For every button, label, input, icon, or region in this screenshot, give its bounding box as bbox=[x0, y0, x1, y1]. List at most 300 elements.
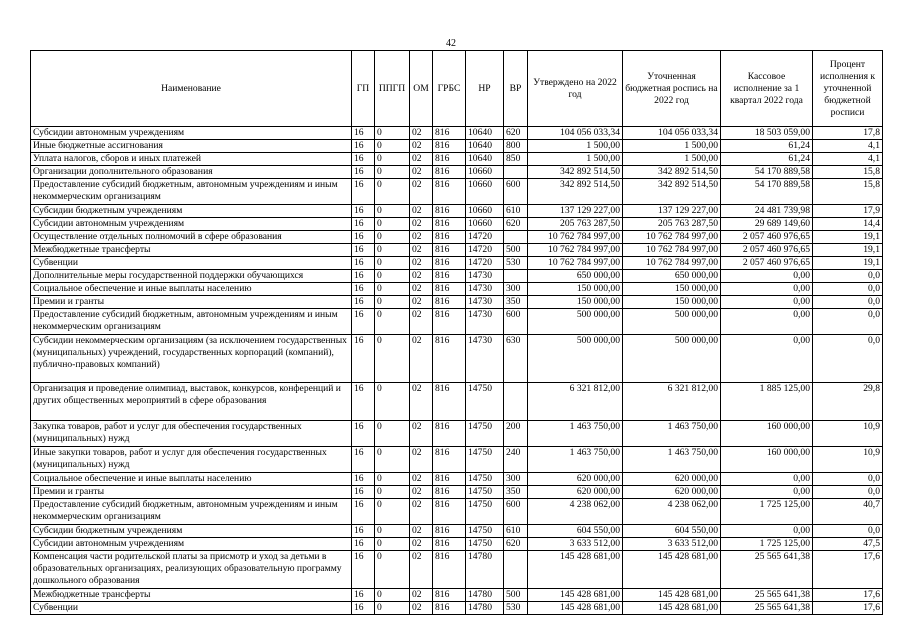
cell-om: 02 bbox=[410, 231, 433, 244]
cell-gp: 16 bbox=[352, 179, 375, 205]
table-row bbox=[31, 589, 883, 602]
cell-ppgp: 0 bbox=[375, 296, 410, 309]
cell-nr: 14730 bbox=[466, 335, 504, 383]
cell-refined: 150 000,00 bbox=[623, 296, 721, 309]
cell-nr: 14750 bbox=[466, 525, 504, 538]
cell-refined: 650 000,00 bbox=[623, 270, 721, 283]
cell-cash: 25 565 641,38 bbox=[721, 551, 813, 589]
cell-grbs: 816 bbox=[433, 335, 466, 383]
cell-cash: 0,00 bbox=[721, 270, 813, 283]
cell-ppgp: 0 bbox=[375, 421, 410, 447]
cell-refined: 6 321 812,00 bbox=[623, 383, 721, 421]
page-number: 42 bbox=[446, 38, 456, 49]
cell-om: 02 bbox=[410, 205, 433, 218]
cell-ppgp: 0 bbox=[375, 335, 410, 383]
cell-gp: 16 bbox=[352, 257, 375, 270]
cell-gp: 16 bbox=[352, 602, 375, 615]
cell-cash: 24 481 739,98 bbox=[721, 205, 813, 218]
cell-refined: 145 428 681,00 bbox=[623, 589, 721, 602]
cell-vr: 620 bbox=[504, 218, 528, 231]
cell-cash: 0,00 bbox=[721, 486, 813, 499]
table-row bbox=[31, 179, 883, 205]
cell-vr: 610 bbox=[504, 525, 528, 538]
cell-nr: 14720 bbox=[466, 231, 504, 244]
cell-percent: 29,8 bbox=[813, 383, 883, 421]
cell-name: Субсидии бюджетным учреждениям bbox=[31, 205, 352, 218]
cell-grbs: 816 bbox=[433, 205, 466, 218]
cell-refined: 1 500,00 bbox=[623, 140, 721, 153]
column-header-vr: ВР bbox=[504, 51, 528, 127]
cell-om: 02 bbox=[410, 166, 433, 179]
cell-grbs: 816 bbox=[433, 218, 466, 231]
cell-vr bbox=[504, 166, 528, 179]
cell-percent: 14,4 bbox=[813, 218, 883, 231]
table-row bbox=[31, 218, 883, 231]
table-row bbox=[31, 166, 883, 179]
cell-nr: 14750 bbox=[466, 499, 504, 525]
cell-approved: 4 238 062,00 bbox=[528, 499, 623, 525]
cell-om: 02 bbox=[410, 602, 433, 615]
cell-cash: 25 565 641,38 bbox=[721, 602, 813, 615]
cell-grbs: 816 bbox=[433, 421, 466, 447]
cell-vr: 500 bbox=[504, 244, 528, 257]
table-row bbox=[31, 486, 883, 499]
cell-name: Социальное обеспечение и иные выплаты населению bbox=[31, 283, 352, 296]
cell-nr: 14750 bbox=[466, 538, 504, 551]
cell-name: Субсидии автономным учреждениям bbox=[31, 538, 352, 551]
cell-cash: 1 725 125,00 bbox=[721, 499, 813, 525]
cell-name: Предоставление субсидий бюджетным, автономным учреждениям и иным некоммерческим организациям bbox=[31, 179, 352, 205]
cell-percent: 15,8 bbox=[813, 166, 883, 179]
cell-gp: 16 bbox=[352, 421, 375, 447]
cell-approved: 604 550,00 bbox=[528, 525, 623, 538]
cell-refined: 500 000,00 bbox=[623, 309, 721, 335]
cell-refined: 145 428 681,00 bbox=[623, 602, 721, 615]
cell-grbs: 816 bbox=[433, 127, 466, 140]
cell-percent: 0,0 bbox=[813, 473, 883, 486]
cell-gp: 16 bbox=[352, 283, 375, 296]
table-row bbox=[31, 538, 883, 551]
cell-grbs: 816 bbox=[433, 499, 466, 525]
cell-gp: 16 bbox=[352, 205, 375, 218]
cell-name: Организации дополнительного образования bbox=[31, 166, 352, 179]
cell-grbs: 816 bbox=[433, 473, 466, 486]
cell-percent: 0,0 bbox=[813, 486, 883, 499]
cell-refined: 1 463 750,00 bbox=[623, 447, 721, 473]
cell-nr: 14780 bbox=[466, 602, 504, 615]
cell-nr: 14750 bbox=[466, 447, 504, 473]
column-header-percent: Процент исполнения к уточненной бюджетной росписи bbox=[813, 51, 883, 127]
cell-percent: 17,6 bbox=[813, 602, 883, 615]
cell-gp: 16 bbox=[352, 296, 375, 309]
cell-approved: 145 428 681,00 bbox=[528, 589, 623, 602]
cell-ppgp: 0 bbox=[375, 283, 410, 296]
cell-refined: 1 463 750,00 bbox=[623, 421, 721, 447]
cell-nr: 10660 bbox=[466, 166, 504, 179]
cell-percent: 19,1 bbox=[813, 231, 883, 244]
cell-nr: 10640 bbox=[466, 127, 504, 140]
cell-cash: 0,00 bbox=[721, 283, 813, 296]
cell-percent: 17,8 bbox=[813, 127, 883, 140]
cell-cash: 0,00 bbox=[721, 309, 813, 335]
cell-percent: 15,8 bbox=[813, 179, 883, 205]
cell-grbs: 816 bbox=[433, 551, 466, 589]
table-row bbox=[31, 205, 883, 218]
cell-approved: 137 129 227,00 bbox=[528, 205, 623, 218]
cell-vr bbox=[504, 231, 528, 244]
cell-percent: 4,1 bbox=[813, 140, 883, 153]
cell-name: Премии и гранты bbox=[31, 486, 352, 499]
cell-approved: 10 762 784 997,00 bbox=[528, 231, 623, 244]
cell-refined: 150 000,00 bbox=[623, 283, 721, 296]
cell-nr: 14720 bbox=[466, 244, 504, 257]
cell-cash: 2 057 460 976,65 bbox=[721, 231, 813, 244]
cell-percent: 0,0 bbox=[813, 335, 883, 383]
table-row bbox=[31, 283, 883, 296]
cell-om: 02 bbox=[410, 153, 433, 166]
column-header-grbs: ГРБС bbox=[433, 51, 466, 127]
cell-vr: 530 bbox=[504, 257, 528, 270]
cell-ppgp: 0 bbox=[375, 589, 410, 602]
cell-grbs: 816 bbox=[433, 166, 466, 179]
cell-percent: 17,6 bbox=[813, 589, 883, 602]
cell-grbs: 816 bbox=[433, 538, 466, 551]
cell-name: Организация и проведение олимпиад, выставок, конкурсов, конференций и других общественных мероприятий в сфере образования bbox=[31, 383, 352, 421]
cell-grbs: 816 bbox=[433, 486, 466, 499]
table-row bbox=[31, 270, 883, 283]
cell-refined: 1 500,00 bbox=[623, 153, 721, 166]
cell-nr: 10660 bbox=[466, 205, 504, 218]
cell-vr: 850 bbox=[504, 153, 528, 166]
cell-vr: 600 bbox=[504, 179, 528, 205]
cell-om: 02 bbox=[410, 283, 433, 296]
cell-om: 02 bbox=[410, 538, 433, 551]
cell-approved: 3 633 512,00 bbox=[528, 538, 623, 551]
cell-gp: 16 bbox=[352, 551, 375, 589]
cell-approved: 500 000,00 bbox=[528, 309, 623, 335]
cell-percent: 10,9 bbox=[813, 421, 883, 447]
cell-vr: 200 bbox=[504, 421, 528, 447]
cell-approved: 150 000,00 bbox=[528, 283, 623, 296]
cell-name: Межбюджетные трансферты bbox=[31, 589, 352, 602]
cell-gp: 16 bbox=[352, 127, 375, 140]
cell-om: 02 bbox=[410, 499, 433, 525]
cell-name: Дополнительные меры государственной поддержки обучающихся bbox=[31, 270, 352, 283]
cell-gp: 16 bbox=[352, 335, 375, 383]
cell-percent: 19,1 bbox=[813, 244, 883, 257]
cell-approved: 150 000,00 bbox=[528, 296, 623, 309]
cell-ppgp: 0 bbox=[375, 486, 410, 499]
cell-grbs: 816 bbox=[433, 153, 466, 166]
cell-percent: 0,0 bbox=[813, 296, 883, 309]
cell-cash: 54 170 889,58 bbox=[721, 179, 813, 205]
cell-nr: 14730 bbox=[466, 296, 504, 309]
cell-om: 02 bbox=[410, 551, 433, 589]
cell-vr bbox=[504, 383, 528, 421]
cell-percent: 17,9 bbox=[813, 205, 883, 218]
cell-vr bbox=[504, 270, 528, 283]
cell-refined: 604 550,00 bbox=[623, 525, 721, 538]
cell-vr bbox=[504, 551, 528, 589]
table-row bbox=[31, 140, 883, 153]
table-row bbox=[31, 244, 883, 257]
cell-om: 02 bbox=[410, 179, 433, 205]
cell-approved: 500 000,00 bbox=[528, 335, 623, 383]
cell-cash: 61,24 bbox=[721, 140, 813, 153]
cell-refined: 10 762 784 997,00 bbox=[623, 244, 721, 257]
cell-vr: 300 bbox=[504, 473, 528, 486]
cell-approved: 10 762 784 997,00 bbox=[528, 244, 623, 257]
cell-vr: 620 bbox=[504, 538, 528, 551]
cell-vr: 630 bbox=[504, 335, 528, 383]
cell-grbs: 816 bbox=[433, 525, 466, 538]
cell-om: 02 bbox=[410, 127, 433, 140]
cell-om: 02 bbox=[410, 589, 433, 602]
cell-name: Иные бюджетные ассигнования bbox=[31, 140, 352, 153]
cell-name: Премии и гранты bbox=[31, 296, 352, 309]
cell-ppgp: 0 bbox=[375, 538, 410, 551]
cell-refined: 3 633 512,00 bbox=[623, 538, 721, 551]
cell-name: Субсидии автономным учреждениям bbox=[31, 127, 352, 140]
table-row bbox=[31, 153, 883, 166]
cell-approved: 620 000,00 bbox=[528, 473, 623, 486]
cell-name: Субвенции bbox=[31, 257, 352, 270]
column-header-nr: НР bbox=[466, 51, 504, 127]
cell-gp: 16 bbox=[352, 231, 375, 244]
cell-ppgp: 0 bbox=[375, 257, 410, 270]
cell-grbs: 816 bbox=[433, 383, 466, 421]
cell-vr: 350 bbox=[504, 296, 528, 309]
cell-om: 02 bbox=[410, 421, 433, 447]
cell-grbs: 816 bbox=[433, 602, 466, 615]
cell-gp: 16 bbox=[352, 538, 375, 551]
table-row bbox=[31, 525, 883, 538]
cell-name: Субсидии автономным учреждениям bbox=[31, 218, 352, 231]
cell-ppgp: 0 bbox=[375, 602, 410, 615]
cell-gp: 16 bbox=[352, 218, 375, 231]
table-row bbox=[31, 602, 883, 615]
table-row bbox=[31, 421, 883, 447]
cell-grbs: 816 bbox=[433, 283, 466, 296]
table-row bbox=[31, 127, 883, 140]
cell-cash: 54 170 889,58 bbox=[721, 166, 813, 179]
cell-vr: 800 bbox=[504, 140, 528, 153]
column-header-gp: ГП bbox=[352, 51, 375, 127]
cell-percent: 19,1 bbox=[813, 257, 883, 270]
cell-refined: 620 000,00 bbox=[623, 473, 721, 486]
cell-refined: 4 238 062,00 bbox=[623, 499, 721, 525]
cell-name: Осуществление отдельных полномочий в сфере образования bbox=[31, 231, 352, 244]
cell-cash: 1 885 125,00 bbox=[721, 383, 813, 421]
cell-om: 02 bbox=[410, 257, 433, 270]
cell-grbs: 816 bbox=[433, 309, 466, 335]
cell-name: Межбюджетные трансферты bbox=[31, 244, 352, 257]
column-header-refined: Уточненная бюджетная роспись на 2022 год bbox=[623, 51, 721, 127]
cell-nr: 14750 bbox=[466, 421, 504, 447]
cell-cash: 0,00 bbox=[721, 335, 813, 383]
table-row bbox=[31, 231, 883, 244]
cell-grbs: 816 bbox=[433, 231, 466, 244]
cell-name: Субсидии некоммерческим организациям (за исключением государственных (муниципальных) учреждений, государственных корпораций (компаний), публично-правовых компаний) bbox=[31, 335, 352, 383]
cell-nr: 10660 bbox=[466, 179, 504, 205]
cell-approved: 104 056 033,34 bbox=[528, 127, 623, 140]
cell-approved: 10 762 784 997,00 bbox=[528, 257, 623, 270]
cell-percent: 0,0 bbox=[813, 270, 883, 283]
cell-name: Компенсация части родительской платы за присмотр и уход за детьми в образовательных организациях, реализующих образовательную программу дошкольного образования bbox=[31, 551, 352, 589]
cell-ppgp: 0 bbox=[375, 309, 410, 335]
cell-gp: 16 bbox=[352, 589, 375, 602]
cell-ppgp: 0 bbox=[375, 447, 410, 473]
cell-grbs: 816 bbox=[433, 447, 466, 473]
table-row bbox=[31, 447, 883, 473]
cell-ppgp: 0 bbox=[375, 205, 410, 218]
cell-grbs: 816 bbox=[433, 257, 466, 270]
cell-name: Предоставление субсидий бюджетным, автономным учреждениям и иным некоммерческим организациям bbox=[31, 499, 352, 525]
cell-ppgp: 0 bbox=[375, 166, 410, 179]
cell-nr: 10660 bbox=[466, 218, 504, 231]
cell-approved: 145 428 681,00 bbox=[528, 551, 623, 589]
cell-name: Социальное обеспечение и иные выплаты населению bbox=[31, 473, 352, 486]
cell-approved: 620 000,00 bbox=[528, 486, 623, 499]
cell-ppgp: 0 bbox=[375, 140, 410, 153]
cell-approved: 1 500,00 bbox=[528, 140, 623, 153]
cell-gp: 16 bbox=[352, 486, 375, 499]
cell-cash: 61,24 bbox=[721, 153, 813, 166]
cell-approved: 145 428 681,00 bbox=[528, 602, 623, 615]
cell-gp: 16 bbox=[352, 525, 375, 538]
cell-cash: 25 565 641,38 bbox=[721, 589, 813, 602]
table-row bbox=[31, 257, 883, 270]
cell-refined: 10 762 784 997,00 bbox=[623, 231, 721, 244]
table-row bbox=[31, 335, 883, 383]
cell-nr: 14750 bbox=[466, 473, 504, 486]
cell-ppgp: 0 bbox=[375, 179, 410, 205]
cell-grbs: 816 bbox=[433, 179, 466, 205]
cell-om: 02 bbox=[410, 383, 433, 421]
column-header-om: ОМ bbox=[410, 51, 433, 127]
cell-gp: 16 bbox=[352, 140, 375, 153]
column-header-ppgp: ППГП bbox=[375, 51, 410, 127]
cell-nr: 14730 bbox=[466, 270, 504, 283]
cell-approved: 205 763 287,50 bbox=[528, 218, 623, 231]
cell-om: 02 bbox=[410, 309, 433, 335]
cell-grbs: 816 bbox=[433, 140, 466, 153]
budget-table bbox=[30, 50, 883, 615]
cell-om: 02 bbox=[410, 270, 433, 283]
cell-om: 02 bbox=[410, 473, 433, 486]
cell-cash: 29 689 149,60 bbox=[721, 218, 813, 231]
cell-name: Иные закупки товаров, работ и услуг для обеспечения государственных (муниципальных) нужд bbox=[31, 447, 352, 473]
cell-refined: 342 892 514,50 bbox=[623, 166, 721, 179]
column-header-name: Наименование bbox=[31, 51, 352, 127]
cell-gp: 16 bbox=[352, 473, 375, 486]
cell-refined: 205 763 287,50 bbox=[623, 218, 721, 231]
cell-gp: 16 bbox=[352, 270, 375, 283]
cell-approved: 650 000,00 bbox=[528, 270, 623, 283]
cell-name: Закупка товаров, работ и услуг для обеспечения государственных (муниципальных) нужд bbox=[31, 421, 352, 447]
table-row bbox=[31, 296, 883, 309]
table-row bbox=[31, 383, 883, 421]
table-row bbox=[31, 551, 883, 589]
cell-cash: 2 057 460 976,65 bbox=[721, 257, 813, 270]
cell-refined: 137 129 227,00 bbox=[623, 205, 721, 218]
cell-ppgp: 0 bbox=[375, 244, 410, 257]
cell-approved: 1 500,00 bbox=[528, 153, 623, 166]
cell-gp: 16 bbox=[352, 166, 375, 179]
cell-gp: 16 bbox=[352, 309, 375, 335]
cell-approved: 1 463 750,00 bbox=[528, 421, 623, 447]
cell-name: Субсидии бюджетным учреждениям bbox=[31, 525, 352, 538]
cell-vr: 530 bbox=[504, 602, 528, 615]
cell-percent: 10,9 bbox=[813, 447, 883, 473]
cell-cash: 0,00 bbox=[721, 296, 813, 309]
cell-om: 02 bbox=[410, 244, 433, 257]
cell-gp: 16 bbox=[352, 383, 375, 421]
cell-approved: 342 892 514,50 bbox=[528, 166, 623, 179]
cell-nr: 10640 bbox=[466, 153, 504, 166]
cell-ppgp: 0 bbox=[375, 270, 410, 283]
cell-name: Предоставление субсидий бюджетным, автономным учреждениям и иным некоммерческим организациям bbox=[31, 309, 352, 335]
cell-ppgp: 0 bbox=[375, 153, 410, 166]
cell-gp: 16 bbox=[352, 244, 375, 257]
cell-om: 02 bbox=[410, 218, 433, 231]
cell-ppgp: 0 bbox=[375, 127, 410, 140]
cell-vr: 350 bbox=[504, 486, 528, 499]
table-header-row bbox=[31, 51, 883, 127]
cell-ppgp: 0 bbox=[375, 231, 410, 244]
cell-percent: 4,1 bbox=[813, 153, 883, 166]
cell-nr: 14750 bbox=[466, 383, 504, 421]
cell-nr: 10640 bbox=[466, 140, 504, 153]
cell-cash: 1 725 125,00 bbox=[721, 538, 813, 551]
cell-vr: 610 bbox=[504, 205, 528, 218]
cell-refined: 620 000,00 bbox=[623, 486, 721, 499]
cell-vr: 240 bbox=[504, 447, 528, 473]
cell-refined: 10 762 784 997,00 bbox=[623, 257, 721, 270]
cell-approved: 1 463 750,00 bbox=[528, 447, 623, 473]
cell-approved: 6 321 812,00 bbox=[528, 383, 623, 421]
cell-cash: 160 000,00 bbox=[721, 447, 813, 473]
cell-cash: 2 057 460 976,65 bbox=[721, 244, 813, 257]
column-header-cash: Кассовое исполнение за 1 квартал 2022 года bbox=[721, 51, 813, 127]
cell-nr: 14780 bbox=[466, 589, 504, 602]
cell-ppgp: 0 bbox=[375, 551, 410, 589]
cell-ppgp: 0 bbox=[375, 499, 410, 525]
cell-om: 02 bbox=[410, 525, 433, 538]
cell-ppgp: 0 bbox=[375, 525, 410, 538]
cell-percent: 0,0 bbox=[813, 309, 883, 335]
cell-vr: 300 bbox=[504, 283, 528, 296]
cell-om: 02 bbox=[410, 140, 433, 153]
cell-gp: 16 bbox=[352, 499, 375, 525]
cell-vr: 620 bbox=[504, 127, 528, 140]
cell-name: Субвенции bbox=[31, 602, 352, 615]
table-row bbox=[31, 499, 883, 525]
cell-grbs: 816 bbox=[433, 244, 466, 257]
cell-ppgp: 0 bbox=[375, 473, 410, 486]
cell-nr: 14730 bbox=[466, 309, 504, 335]
cell-ppgp: 0 bbox=[375, 383, 410, 421]
cell-refined: 104 056 033,34 bbox=[623, 127, 721, 140]
cell-percent: 17,6 bbox=[813, 551, 883, 589]
cell-grbs: 816 bbox=[433, 296, 466, 309]
cell-percent: 40,7 bbox=[813, 499, 883, 525]
cell-grbs: 816 bbox=[433, 270, 466, 283]
cell-gp: 16 bbox=[352, 447, 375, 473]
cell-vr: 600 bbox=[504, 309, 528, 335]
table-row bbox=[31, 309, 883, 335]
cell-cash: 0,00 bbox=[721, 525, 813, 538]
